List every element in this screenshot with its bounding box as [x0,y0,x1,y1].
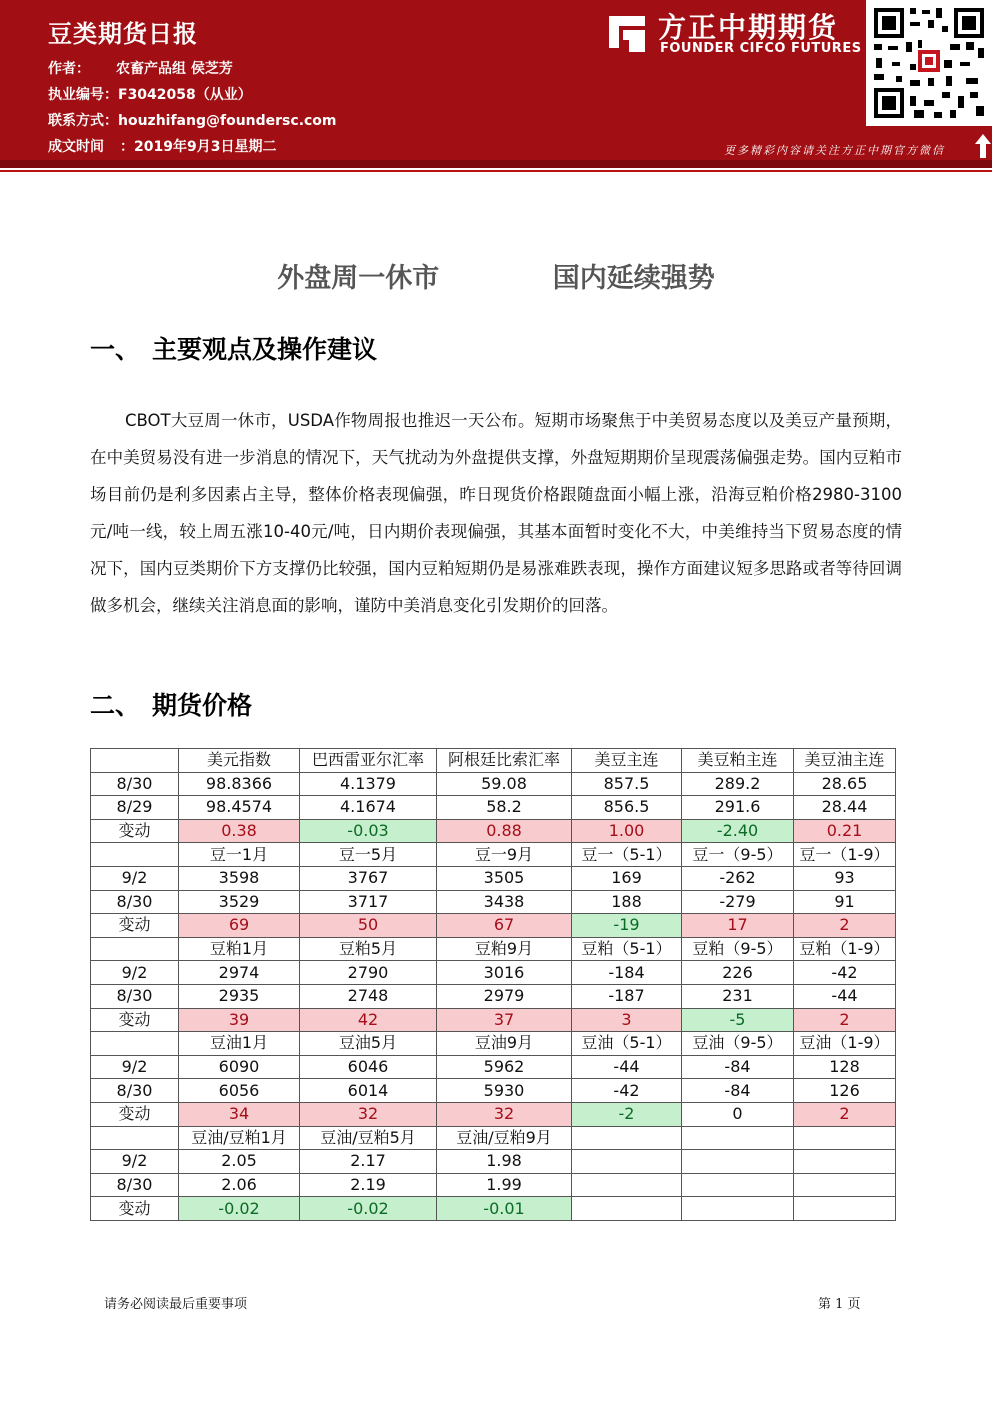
table-cell: 豆粕（1-9） [794,937,896,961]
table-cell: 豆一1月 [179,843,300,867]
table-cell: 0 [682,1102,794,1126]
section-2-number: 二、 [90,691,141,720]
table-cell: 98.8366 [179,772,300,796]
table-cell: 856.5 [572,796,682,820]
table-row [91,1032,896,1056]
table-row-label: 变动 [91,1197,179,1221]
table-row-label: 8/30 [91,1079,179,1103]
table-row [91,1150,896,1174]
table-cell: 6046 [300,1055,437,1079]
table-row [91,796,896,820]
table-cell: 67 [437,914,572,938]
table-cell: 6056 [179,1079,300,1103]
table-row [91,1197,896,1221]
table-cell: 美豆粕主连 [682,749,794,773]
document-title-left: 外盘周一休市 [277,263,440,294]
section-1-heading [90,330,377,366]
meta-author-key: 作者： [48,61,90,77]
table-row [91,749,896,773]
table-cell: 豆粕（5-1） [572,937,682,961]
table-row-label: 8/30 [91,890,179,914]
table-row-label: 变动 [91,819,179,843]
table-cell: -44 [794,984,896,1008]
section-2-title: 期货价格 [152,691,253,720]
table-cell: 豆油（9-5） [682,1032,794,1056]
table-cell: -279 [682,890,794,914]
table-row-label: 变动 [91,1102,179,1126]
table-cell: -0.01 [437,1197,572,1221]
meta-date [48,136,276,156]
table-cell: 豆粕9月 [437,937,572,961]
table-cell: 豆油5月 [300,1032,437,1056]
meta-contact [48,110,337,130]
table-cell [682,1173,794,1197]
table-cell: 豆一（1-9） [794,843,896,867]
table-row-label [91,749,179,773]
table-row-label [91,1126,179,1150]
meta-contact-value[interactable]: houzhifang@foundersc.com [118,113,337,129]
table-cell: 2 [794,1008,896,1032]
table-cell: -2 [572,1102,682,1126]
table-cell: 豆一9月 [437,843,572,867]
table-row-label: 8/29 [91,796,179,820]
table-cell [794,1173,896,1197]
meta-date-key: 成文时间 [48,139,104,155]
table-cell [682,1150,794,1174]
table-cell: 2979 [437,984,572,1008]
table-cell: -42 [572,1079,682,1103]
table-cell [794,1126,896,1150]
meta-author-value: 农畜产品组 侯芝芳 [116,61,233,77]
table-cell: 28.65 [794,772,896,796]
table-cell: 2.19 [300,1173,437,1197]
table-cell: 126 [794,1079,896,1103]
table-cell: 豆一（9-5） [682,843,794,867]
table-cell: 3767 [300,866,437,890]
table-cell: 4.1379 [300,772,437,796]
table-cell: 69 [179,914,300,938]
table-cell: 豆粕5月 [300,937,437,961]
table-row-label: 9/2 [91,866,179,890]
header-divider [0,160,992,168]
table-cell [572,1126,682,1150]
table-cell: 17 [682,914,794,938]
table-cell: -0.02 [179,1197,300,1221]
table-cell: 豆粕1月 [179,937,300,961]
table-cell: 42 [300,1008,437,1032]
table-cell: 50 [300,914,437,938]
meta-author [48,58,233,78]
table-cell: 2.05 [179,1150,300,1174]
table-cell: 188 [572,890,682,914]
table-row-label: 8/30 [91,772,179,796]
table-cell: 0.38 [179,819,300,843]
table-cell: 阿根廷比索汇率 [437,749,572,773]
table-cell: 3438 [437,890,572,914]
table-cell: 1.99 [437,1173,572,1197]
table-cell: 59.08 [437,772,572,796]
table-cell: 豆粕（9-5） [682,937,794,961]
table-cell: 美元指数 [179,749,300,773]
table-row [91,1008,896,1032]
table-cell: 32 [300,1102,437,1126]
table-cell: 3016 [437,961,572,985]
document-title [0,256,992,295]
table-cell: 58.2 [437,796,572,820]
main-paragraph [90,402,902,624]
table-cell: 豆一5月 [300,843,437,867]
table-cell: -262 [682,866,794,890]
report-title: 豆类期货日报 [48,20,198,48]
table-cell [794,1197,896,1221]
table-cell: -2.40 [682,819,794,843]
table-row-label [91,937,179,961]
table-row [91,961,896,985]
main-paragraph-text: CBOT大豆周一休市，USDA作物周报也推迟一天公布。短期市场聚焦于中美贸易态度以及美豆产量预期，在中美贸易没有进一步消息的情况下，天气扰动为外盘提供支撑，外盘短期期价呈现震荡偏强走势。国内豆粕市场目前仍是利多因素占主导，整体价格表现偏强，昨日现货价格跟随盘面小幅上涨，沿海豆粕价格2980-3100元/吨一线，较上周五涨10-40元/吨，日内期价表现偏强，其基本面暂时变化不大，中美维持当下贸易态度的情况下，国内豆类期价下方支撑仍比较强，国内豆粕短期仍是易涨难跌表现，操作方面建议短多思路或者等待回调做多机会，继续关注消息面的影响，谨防中美消息变化引发期价的回落。 [90,411,902,615]
table-cell: 2935 [179,984,300,1008]
founder-logo-icon [605,10,649,54]
table-cell: 3505 [437,866,572,890]
table-cell: 37 [437,1008,572,1032]
meta-license-key: 执业编号： [48,87,118,103]
meta-license [48,84,252,104]
table-cell: 0.88 [437,819,572,843]
table-cell: 291.6 [682,796,794,820]
table-cell: 2.17 [300,1150,437,1174]
section-1-number: 一、 [90,335,141,364]
table-cell [794,1150,896,1174]
table-cell: 3717 [300,890,437,914]
footer-disclaimer: 请务必阅读最后重要事项 [104,1297,248,1312]
table-cell: 2 [794,1102,896,1126]
table-cell [572,1150,682,1174]
table-cell: 28.44 [794,796,896,820]
table-cell: 39 [179,1008,300,1032]
table-cell: 91 [794,890,896,914]
table-cell: 5962 [437,1055,572,1079]
table-row [91,914,896,938]
table-cell: 32 [437,1102,572,1126]
meta-contact-key: 联系方式： [48,113,118,129]
table-row [91,984,896,1008]
table-row-label: 9/2 [91,1055,179,1079]
table-cell: 2.06 [179,1173,300,1197]
table-row [91,937,896,961]
table-row-label: 9/2 [91,1150,179,1174]
table-cell: -0.02 [300,1197,437,1221]
table-cell: -184 [572,961,682,985]
table-cell: 豆油/豆粕5月 [300,1126,437,1150]
table-row [91,772,896,796]
header-divider-thin [0,170,992,172]
table-cell: 1.00 [572,819,682,843]
table-cell: 5930 [437,1079,572,1103]
table-row [91,1055,896,1079]
table-cell: 226 [682,961,794,985]
section-1-title: 主要观点及操作建议 [152,335,378,364]
table-row-label [91,1032,179,1056]
table-cell: 豆油（1-9） [794,1032,896,1056]
table-cell: 4.1674 [300,796,437,820]
table-cell: 美豆主连 [572,749,682,773]
table-cell: 0.21 [794,819,896,843]
table-row [91,890,896,914]
table-cell: 美豆油主连 [794,749,896,773]
table-cell: 3598 [179,866,300,890]
table-cell: 34 [179,1102,300,1126]
footer-page-number: 第 1 页 [818,1297,861,1312]
table-row [91,1079,896,1103]
table-row-label: 8/30 [91,1173,179,1197]
table-row-label: 变动 [91,914,179,938]
meta-date-value: ：2019年9月3日星期二 [120,139,277,155]
table-cell: 豆油/豆粕9月 [437,1126,572,1150]
table-cell [572,1173,682,1197]
table-cell: -0.03 [300,819,437,843]
table-row-label: 8/30 [91,984,179,1008]
table-cell: 2 [794,914,896,938]
table-cell: 3529 [179,890,300,914]
table-row [91,1102,896,1126]
table-cell: 289.2 [682,772,794,796]
table-cell: -5 [682,1008,794,1032]
table-cell: -84 [682,1055,794,1079]
table-cell: 169 [572,866,682,890]
table-row [91,866,896,890]
table-row-label: 9/2 [91,961,179,985]
table-cell: 豆一（5-1） [572,843,682,867]
arrow-up-icon [974,132,992,160]
table-cell: -84 [682,1079,794,1103]
table-cell: 1.98 [437,1150,572,1174]
table-cell: 豆油9月 [437,1032,572,1056]
wechat-slogan: 更多精彩内容请关注方正中期官方微信 [724,144,945,157]
table-cell: 3 [572,1008,682,1032]
table-cell: 231 [682,984,794,1008]
table-cell [682,1197,794,1221]
table-row [91,1126,896,1150]
table-cell: -42 [794,961,896,985]
table-cell: -187 [572,984,682,1008]
table-cell: 2748 [300,984,437,1008]
table-cell: -19 [572,914,682,938]
table-cell: 93 [794,866,896,890]
report-header [0,0,992,160]
table-cell: 2790 [300,961,437,985]
table-cell: 128 [794,1055,896,1079]
table-cell: -44 [572,1055,682,1079]
table-cell [682,1126,794,1150]
futures-price-table [90,748,896,1221]
table-cell: 豆油（5-1） [572,1032,682,1056]
table-cell [572,1197,682,1221]
table-cell: 6090 [179,1055,300,1079]
table-row-label [91,843,179,867]
section-2-heading [90,686,252,722]
table-cell: 6014 [300,1079,437,1103]
meta-license-value: F3042058（从业） [118,87,252,103]
table-cell: 857.5 [572,772,682,796]
qr-code-icon[interactable] [866,0,992,126]
table-row [91,819,896,843]
table-cell: 豆油1月 [179,1032,300,1056]
table-row [91,1173,896,1197]
logo-english: FOUNDER CIFCO FUTURES [660,41,862,56]
table-row-label: 变动 [91,1008,179,1032]
table-row [91,843,896,867]
table-cell: 98.4574 [179,796,300,820]
table-cell: 巴西雷亚尔汇率 [300,749,437,773]
document-title-right: 国内延续强势 [552,263,715,294]
table-cell: 2974 [179,961,300,985]
logo-chinese: 方正中期期货 [658,11,839,44]
table-cell: 豆油/豆粕1月 [179,1126,300,1150]
